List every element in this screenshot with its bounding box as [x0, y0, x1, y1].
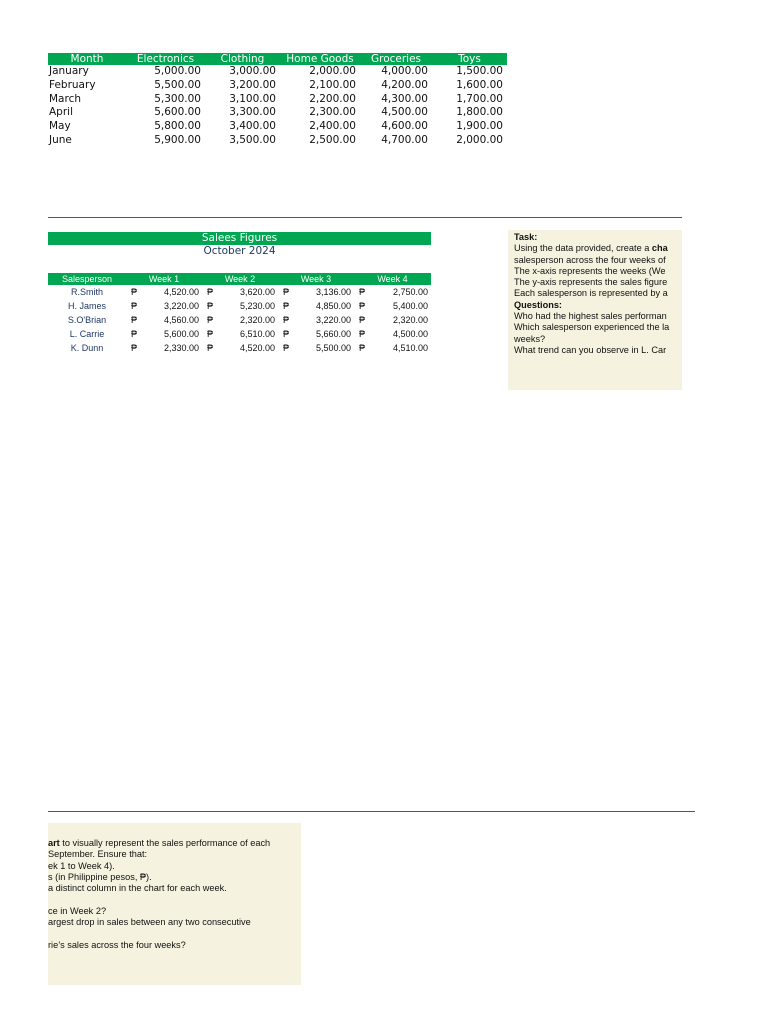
table-row: [48, 341, 431, 355]
cell[interactable]: 5,400.00: [392, 301, 428, 311]
salesperson-name[interactable]: H. James: [67, 301, 106, 311]
cell[interactable]: 2,320.00: [392, 315, 428, 325]
cell[interactable]: 2,320.00: [239, 315, 275, 325]
task-line: The x-axis represents the weeks (We: [514, 265, 666, 276]
table-row: [48, 79, 507, 93]
peso-sign: ₱: [131, 301, 138, 311]
peso-sign: ₱: [359, 301, 366, 311]
blank-line: [48, 928, 301, 939]
cell[interactable]: April: [49, 106, 73, 119]
cell[interactable]: 3,300.00: [229, 106, 276, 119]
peso-sign: ₱: [359, 287, 366, 297]
table-row: [48, 327, 431, 341]
monthly-sales-table: [48, 53, 507, 148]
cell[interactable]: 4,300.00: [381, 92, 428, 105]
peso-sign: ₱: [359, 329, 366, 339]
task-textbox-continuation[interactable]: [48, 823, 301, 985]
peso-sign: ₱: [359, 343, 366, 353]
cell[interactable]: 5,800.00: [154, 120, 201, 133]
cell[interactable]: 3,500.00: [229, 133, 276, 146]
cell[interactable]: 5,000.00: [154, 65, 201, 77]
header-salesperson[interactable]: Salesperson: [48, 273, 126, 285]
cell[interactable]: 1,700.00: [456, 92, 503, 105]
task-line: ek 1 to Week 4).: [48, 860, 115, 871]
cell[interactable]: 5,500.00: [315, 343, 351, 353]
question-line: Who had the highest sales performan: [514, 311, 667, 322]
peso-sign: ₱: [207, 301, 214, 311]
section-divider: [48, 217, 682, 218]
cell[interactable]: 2,750.00: [392, 287, 428, 297]
salesperson-name[interactable]: K. Dunn: [70, 343, 104, 353]
header-month[interactable]: Month: [48, 53, 126, 65]
question-line: weeks?: [514, 333, 546, 344]
task-line: a distinct column in the chart for each week.: [48, 883, 227, 894]
header-week-2[interactable]: Week 2: [202, 273, 278, 285]
peso-sign: ₱: [131, 329, 138, 339]
cell[interactable]: 4,510.00: [392, 343, 428, 353]
cell[interactable]: March: [49, 92, 82, 105]
task-line: salesperson across the four weeks of: [514, 254, 666, 265]
table-row: [48, 285, 431, 299]
blank-line: [48, 894, 301, 905]
cell[interactable]: 4,520.00: [163, 287, 199, 297]
cell[interactable]: 3,220.00: [315, 315, 351, 325]
question-line: ce in Week 2?: [48, 905, 107, 916]
task-line: s (in Philippine pesos, ₱).: [48, 871, 152, 882]
cell[interactable]: 4,700.00: [381, 133, 428, 146]
task-line: September. Ensure that:: [48, 849, 148, 860]
peso-sign: ₱: [283, 343, 290, 353]
peso-sign: ₱: [207, 329, 214, 339]
peso-sign: ₱: [207, 343, 214, 353]
cell[interactable]: 5,660.00: [315, 329, 351, 339]
table-row: [48, 120, 507, 134]
cell[interactable]: 5,600.00: [154, 106, 201, 119]
peso-sign: ₱: [131, 315, 138, 325]
cell[interactable]: 5,230.00: [239, 301, 275, 311]
task-line: art to visually represent the sales performance of each: [48, 838, 271, 848]
table-row: [48, 93, 507, 107]
sales-figures-subtitle[interactable]: October 2024: [203, 245, 276, 257]
peso-sign: ₱: [207, 287, 214, 297]
cell[interactable]: 4,560.00: [163, 315, 199, 325]
task-textbox[interactable]: [508, 230, 682, 390]
table-row: [48, 299, 431, 313]
peso-sign: ₱: [131, 287, 138, 297]
task-title: Task:: [514, 232, 538, 242]
peso-sign: ₱: [283, 329, 290, 339]
peso-sign: ₱: [283, 301, 290, 311]
table-row: [48, 313, 431, 327]
peso-sign: ₱: [283, 287, 290, 297]
table-row: [48, 134, 507, 148]
cell[interactable]: 4,200.00: [381, 78, 428, 91]
cell[interactable]: 3,400.00: [229, 120, 276, 133]
cell[interactable]: 4,000.00: [381, 65, 428, 77]
salesperson-name[interactable]: R.Smith: [70, 287, 103, 297]
header-home-goods[interactable]: Home Goods: [280, 53, 360, 65]
header-electronics[interactable]: Electronics: [126, 53, 205, 65]
task-line: Each salesperson is represented by a: [514, 288, 668, 299]
peso-sign: ₱: [283, 315, 290, 325]
sales-figures-title[interactable]: Salees Figures: [48, 232, 431, 245]
question-line: Which salesperson experienced the la: [514, 322, 670, 333]
cell[interactable]: 3,200.00: [229, 78, 276, 91]
cell[interactable]: 1,500.00: [456, 65, 503, 77]
cell[interactable]: 2,000.00: [309, 65, 356, 77]
cell[interactable]: 3,620.00: [239, 287, 275, 297]
salesperson-name[interactable]: S.O'Brian: [67, 315, 107, 325]
header-toys[interactable]: Toys: [432, 53, 507, 65]
task-line: Using the data provided, create a cha: [514, 243, 668, 254]
header-week-4[interactable]: Week 4: [354, 273, 431, 285]
cell[interactable]: January: [49, 65, 89, 77]
sales-table-header-row: [48, 273, 431, 285]
page-break-divider: [48, 811, 695, 812]
header-week-3[interactable]: Week 3: [278, 273, 354, 285]
task-line: The y-axis represents the sales figure: [514, 277, 668, 288]
cell[interactable]: 2,500.00: [309, 133, 356, 146]
cell[interactable]: 4,600.00: [381, 120, 428, 133]
monthly-table-header-row: [48, 53, 507, 65]
cell[interactable]: 2,100.00: [309, 78, 356, 91]
cell[interactable]: June: [49, 133, 72, 146]
question-line: argest drop in sales between any two consecutive: [48, 917, 251, 928]
table-row: [48, 106, 507, 120]
cell[interactable]: 5,500.00: [154, 78, 201, 91]
peso-sign: ₱: [207, 315, 214, 325]
cell[interactable]: 2,000.00: [456, 133, 503, 146]
questions-label: Questions:: [514, 299, 562, 310]
header-week-1[interactable]: Week 1: [126, 273, 202, 285]
cell[interactable]: 3,220.00: [163, 301, 199, 311]
cell[interactable]: 5,300.00: [154, 92, 201, 105]
peso-sign: ₱: [131, 343, 138, 353]
cell[interactable]: February: [49, 78, 96, 91]
peso-sign: ₱: [359, 315, 366, 325]
sales-figures-table: [48, 273, 431, 355]
cell[interactable]: May: [49, 120, 71, 133]
cell[interactable]: 5,600.00: [163, 329, 199, 339]
cell[interactable]: 3,100.00: [229, 92, 276, 105]
cell[interactable]: 4,520.00: [239, 343, 275, 353]
header-clothing[interactable]: Clothing: [205, 53, 280, 65]
table-row: [48, 65, 507, 79]
cell[interactable]: 2,330.00: [163, 343, 199, 353]
question-line: What trend can you observe in L. Car: [514, 344, 667, 355]
cell[interactable]: 1,600.00: [456, 78, 503, 91]
cell[interactable]: 4,500.00: [381, 106, 428, 119]
question-line: rie’s sales across the four weeks?: [48, 939, 186, 950]
cell[interactable]: 6,510.00: [239, 329, 275, 339]
cell[interactable]: 2,300.00: [309, 106, 356, 119]
cell[interactable]: 3,136.00: [315, 287, 351, 297]
header-groceries[interactable]: Groceries: [360, 53, 432, 65]
cell[interactable]: 3,000.00: [229, 65, 276, 77]
cell[interactable]: 5,900.00: [154, 133, 201, 146]
cell[interactable]: 1,900.00: [456, 120, 503, 133]
salesperson-name[interactable]: L. Carrie: [69, 329, 105, 339]
cell[interactable]: 2,200.00: [309, 92, 356, 105]
cell[interactable]: 4,850.00: [315, 301, 351, 311]
cell[interactable]: 1,800.00: [456, 106, 503, 119]
cell[interactable]: 2,400.00: [309, 120, 356, 133]
cell[interactable]: 4,500.00: [392, 329, 428, 339]
